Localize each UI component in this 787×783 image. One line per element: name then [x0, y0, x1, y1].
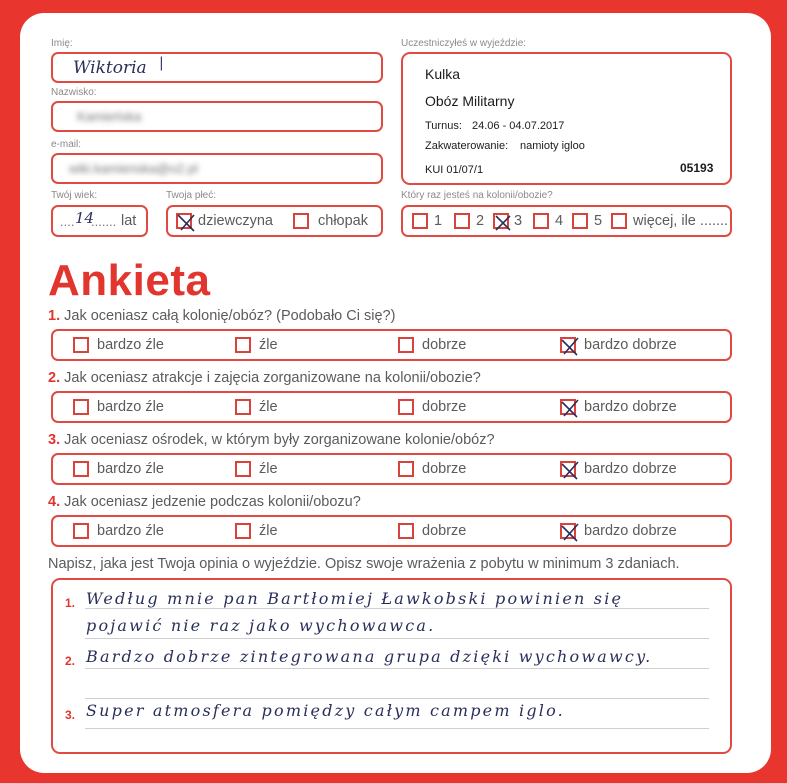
question-4-text: [48, 494, 361, 510]
question-1-answers: [51, 329, 732, 361]
opinion-number: 1.: [65, 596, 76, 610]
answer-option-label: źle: [259, 399, 278, 415]
question-2-checkbox-1[interactable]: [73, 399, 89, 415]
camp-number: 05193: [680, 161, 714, 175]
question-3-checkbox-1[interactable]: [73, 461, 89, 477]
question-number: 1.: [48, 308, 61, 324]
age-dots-left: ....: [60, 214, 75, 229]
answer-option-label: bardzo dobrze: [584, 523, 677, 539]
question-1-checkbox-4[interactable]: [560, 337, 576, 353]
question-label: Jak oceniasz atrakcje i zajęcia zorganizowane na kolonii/obozie?: [64, 370, 481, 386]
age-value: 14: [75, 209, 95, 227]
question-4-checkbox-2[interactable]: [235, 523, 251, 539]
which-time-option-4: 4: [555, 213, 564, 229]
answer-option-label: bardzo dobrze: [584, 461, 677, 477]
age-label: Twój wiek:: [51, 190, 98, 201]
question-3-text: [48, 432, 495, 448]
answer-option-label: bardzo źle: [97, 337, 164, 353]
turnus-value: 24.06 - 04.07.2017: [472, 120, 565, 132]
question-4-checkbox-1[interactable]: [73, 523, 89, 539]
question-1-checkbox-1[interactable]: [73, 337, 89, 353]
answer-option-label: dobrze: [422, 337, 467, 353]
gender-checkbox-female[interactable]: [176, 213, 192, 229]
question-2-checkbox-3[interactable]: [398, 399, 414, 415]
question-3-checkbox-4[interactable]: [560, 461, 576, 477]
question-4-checkbox-3[interactable]: [398, 523, 414, 539]
question-2-checkbox-2[interactable]: [235, 399, 251, 415]
answer-option-label: dobrze: [422, 523, 467, 539]
question-4-answers: [51, 515, 732, 547]
opinion-number: 3.: [65, 708, 76, 722]
answer-option-label: źle: [259, 461, 278, 477]
question-3-checkbox-3[interactable]: [398, 461, 414, 477]
surname-label: Nazwisko:: [51, 87, 97, 98]
answer-option-label: dobrze: [422, 399, 467, 415]
which-time-option-2: 2: [476, 213, 485, 229]
answer-option-label: bardzo źle: [97, 523, 164, 539]
opinion-handwritten-line: pojawić nie raz jako wychowawca.: [86, 616, 436, 635]
question-1-checkbox-2[interactable]: [235, 337, 251, 353]
writing-rule: [85, 668, 709, 669]
question-2-checkbox-4[interactable]: [560, 399, 576, 415]
which-time-option-3: 3: [514, 213, 523, 229]
question-3-answers: [51, 453, 732, 485]
opinion-handwritten-line: Super atmosfera pomiędzy całym campem iglo.: [86, 701, 565, 720]
writing-rule: [85, 728, 709, 729]
which-time-field: [401, 205, 732, 237]
which-time-checkbox-5[interactable]: [572, 213, 588, 229]
gender-label: Twoja płeć:: [166, 190, 217, 201]
question-4-checkbox-4[interactable]: [560, 523, 576, 539]
writing-rule: [85, 698, 709, 699]
age-dots-right: .......: [91, 214, 117, 229]
which-time-option-1: 1: [434, 213, 443, 229]
opinion-number: 2.: [65, 654, 76, 668]
question-number: 3.: [48, 432, 61, 448]
answer-option-label: bardzo dobrze: [584, 399, 677, 415]
camp-program: Obóz Militarny: [425, 93, 515, 109]
camp-code: KUI 01/07/1: [425, 164, 484, 176]
which-time-option-more: więcej, ile .......: [633, 213, 729, 229]
name-value: Wiktoria: [73, 58, 147, 78]
which-time-checkbox-2[interactable]: [454, 213, 470, 229]
zakwaterowanie-value: namioty igloo: [520, 140, 585, 152]
answer-option-label: bardzo źle: [97, 461, 164, 477]
which-time-checkbox-more[interactable]: [611, 213, 627, 229]
gender-option-female: dziewczyna: [198, 213, 273, 229]
question-1-checkbox-3[interactable]: [398, 337, 414, 353]
name-field[interactable]: [51, 52, 383, 83]
question-label: Jak oceniasz jedzenie podczas kolonii/obozu?: [64, 494, 361, 510]
turnus-label: Turnus:: [425, 120, 462, 132]
answer-option-label: bardzo źle: [97, 399, 164, 415]
question-2-text: [48, 370, 481, 386]
question-3-checkbox-2[interactable]: [235, 461, 251, 477]
email-label: e-mail:: [51, 139, 82, 150]
which-time-label: Który raz jesteś na kolonii/obozie?: [401, 190, 553, 201]
camp-name: Kulka: [425, 66, 461, 82]
answer-option-label: źle: [259, 337, 278, 353]
question-number: 4.: [48, 494, 61, 510]
question-label: Jak oceniasz całą kolonię/obóz? (Podobało Ci się?): [64, 308, 396, 324]
age-unit: lat: [121, 213, 137, 229]
which-time-checkbox-1[interactable]: [412, 213, 428, 229]
question-2-answers: [51, 391, 732, 423]
name-label: Imię:: [51, 38, 73, 49]
survey-title: Ankieta: [48, 256, 211, 305]
survey-sheet: [20, 13, 771, 773]
camp-info-box: [401, 52, 732, 185]
zakwaterowanie-label: Zakwaterowanie:: [425, 140, 509, 152]
answer-option-label: źle: [259, 523, 278, 539]
writing-rule: [85, 608, 709, 609]
gender-option-male: chłopak: [318, 213, 368, 229]
question-number: 2.: [48, 370, 61, 386]
surname-value-redacted: Kamieńska: [77, 109, 142, 124]
opinion-handwritten-line: Bardzo dobrze zintegrowana grupa dzięki wychowawcy.: [86, 647, 653, 666]
email-field[interactable]: [51, 153, 383, 184]
age-field[interactable]: [51, 205, 148, 237]
opinion-handwritten-line: Według mnie pan Bartłomiej Ławkobski powinien się: [86, 589, 624, 608]
surname-field[interactable]: [51, 101, 383, 132]
answer-option-label: bardzo dobrze: [584, 337, 677, 353]
question-1-text: [48, 308, 395, 324]
email-value-redacted: wiki.kamienska@o2.pl: [69, 161, 198, 176]
gender-checkbox-male[interactable]: [293, 213, 309, 229]
gender-field: [166, 205, 383, 237]
which-time-option-5: 5: [594, 213, 603, 229]
writing-rule: [85, 638, 709, 639]
question-label: Jak oceniasz ośrodek, w którym były zorganizowane kolonie/obóz?: [64, 432, 495, 448]
opinion-prompt: Napisz, jaka jest Twoja opinia o wyjeździe. Opisz swoje wrażenia z pobytu w minimum 3 zdaniach.: [48, 556, 680, 572]
camp-label: Uczestniczyłeś w wyjeździe:: [401, 38, 527, 49]
answer-option-label: dobrze: [422, 461, 467, 477]
which-time-checkbox-3[interactable]: [493, 213, 509, 229]
which-time-checkbox-4[interactable]: [533, 213, 549, 229]
name-stray-mark: |: [159, 55, 164, 71]
